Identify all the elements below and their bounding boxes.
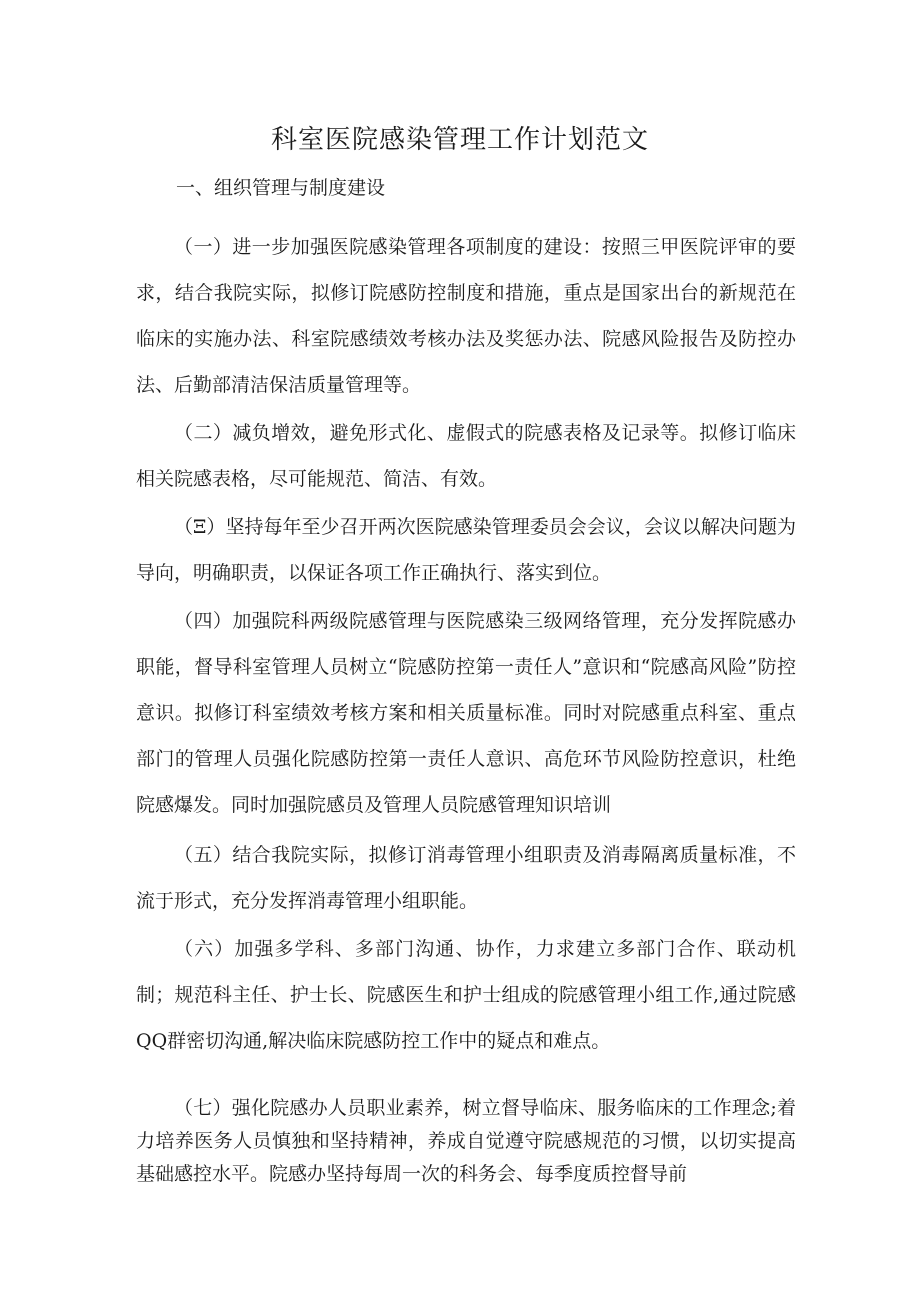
paragraph-text: 结合我院实际，拟修订消毒管理小组职责及消毒隔离质量标准，不流于形式，充分发挥消毒管理小组职能。: [136, 844, 796, 912]
paragraph-label: （二）: [174, 422, 233, 444]
paragraph-3: [136, 504, 796, 596]
paragraph-label: （四）: [174, 610, 233, 632]
paragraph-text: 减负增效，避免形式化、虚假式的院感表格及记录等。拟修订临床相关院感表格，尽可能规范、简洁、有效。: [136, 422, 796, 490]
section-heading: 一、组织管理与制度建设: [176, 177, 386, 199]
paragraph-label: （Ξ）: [174, 516, 226, 538]
paragraph-label: （五）: [174, 844, 233, 866]
paragraph-5: [136, 832, 796, 924]
paragraph-text: 强化院感办人员职业素养，树立督导临床、服务临床的工作理念;着力培养医务人员慎独和坚持精神，养成自觉遵守院感规范的习惯，以切实提高基础感控水平。院感办坚持每周一次的科务会、每季度质控督导前: [136, 1097, 796, 1185]
paragraph-1: [136, 224, 796, 408]
document-title: 科室医院感染管理工作计划范文: [270, 125, 649, 155]
paragraph-7: [136, 1092, 796, 1191]
paragraph-label: （一）: [174, 236, 233, 258]
paragraph-label: （七）: [174, 1097, 232, 1119]
paragraph-4: [136, 598, 796, 828]
paragraph-label: （六）: [174, 938, 235, 960]
paragraph-text: 加强院科两级院感管理与医院感染三级网络管理，充分发挥院感办职能，督导科室管理人员树立“院感防控第一责任人”意识和“院感高风险”防控意识。拟修订科室绩效考核方案和相关质量标准。同时对院感重点科室、重点部门的管理人员强化院感防控第一责任人意识、高危环节风险防控意识，杜绝院感爆发。同时加强院感员及管理人员院感管理知识培训: [136, 610, 796, 816]
paragraph-text: 进一步加强医院感染管理各项制度的建设：按照三甲医院评审的要求，结合我院实际，拟修订院感防控制度和措施，重点是国家出台的新规范在临床的实施办法、科室院感绩效考核办法及奖惩办法、院感风险报告及防控办法、后勤部清洁保洁质量管理等。: [136, 236, 796, 396]
paragraph-text: 坚持每年至少召开两次医院感染管理委员会会议，会议以解决问题为导向，明确职责，以保证各项工作正确执行、落实到位。: [136, 516, 796, 584]
paragraph-text: 加强多学科、多部门沟通、协作，力求建立多部门合作、联动机制；规范科主任、护士长、院感医生和护士组成的院感管理小组工作,通过院感QQ群密切沟通,解决临床院感防控工作中的疑点和难点。: [136, 938, 796, 1052]
paragraph-6: [136, 926, 796, 1064]
paragraph-2: [136, 410, 796, 502]
